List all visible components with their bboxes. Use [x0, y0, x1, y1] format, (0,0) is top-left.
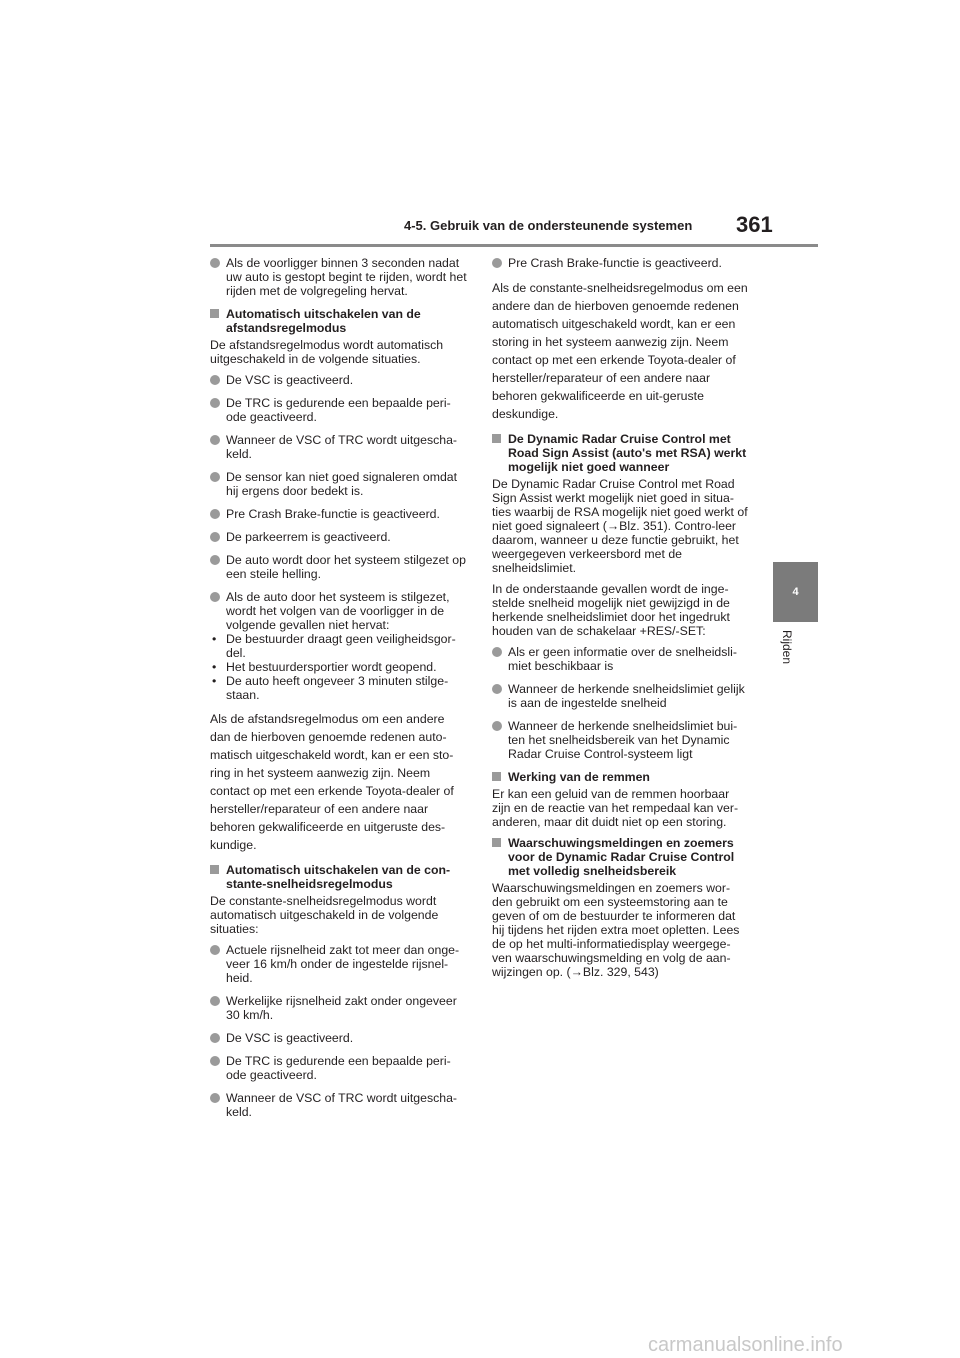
list-item: Wanneer de VSC of TRC wordt uitgescha-keld. — [210, 1091, 468, 1119]
chapter-number: 4 — [792, 586, 799, 598]
section-heading: Automatisch uitschakelen van de afstandsregelmodus — [210, 307, 468, 335]
list-item: De VSC is geactiveerd. — [210, 1031, 468, 1045]
section-heading: Automatisch uitschakelen van de con-stante-snelheidsregelmodus — [210, 863, 468, 891]
square-marker-icon — [210, 865, 219, 874]
square-marker-icon — [210, 309, 219, 318]
bullet-icon — [210, 435, 220, 445]
bullet-icon — [210, 1056, 220, 1066]
chapter-label: Rijden — [780, 630, 794, 665]
sub-list-item: • Het bestuurdersportier wordt geopend. — [212, 660, 437, 674]
header-rule — [210, 244, 818, 247]
list-item: Pre Crash Brake-functie is geactiveerd. — [492, 256, 750, 270]
bullet-icon — [492, 647, 502, 657]
list-item: Wanneer de herkende snelheidslimiet bui-ten het snelheidsbereik van het Dynamic Radar Cruise Control-systeem ligt — [492, 719, 750, 761]
section-heading: Waarschuwingsmeldingen en zoemers voor de Dynamic Radar Cruise Control met volledig snelheidsbereik — [492, 836, 750, 878]
bullet-icon — [210, 1033, 220, 1043]
square-marker-icon — [492, 434, 501, 443]
sub-bullet-marker: • — [212, 674, 217, 688]
bullet-icon — [210, 258, 220, 268]
sub-list-item: • De bestuurder draagt geen veiligheidsgor-del. — [212, 632, 456, 660]
right-column — [492, 256, 750, 986]
list-item: Pre Crash Brake-functie is geactiveerd. — [210, 507, 468, 521]
bullet-icon — [210, 592, 220, 602]
list-item: Werkelijke rijsnelheid zakt onder ongeveer 30 km/h. — [210, 994, 468, 1022]
bullet-icon — [210, 1093, 220, 1103]
paragraph: Als de constante-snelheidsregelmodus om een andere dan de hierboven genoemde redenen automatisch uitgeschakeld wordt, kan er een storing in het systeem aanwezig zijn. Neem contact op met een erkende Toyota-dealer of hersteller/reparateur of een andere naar behoren gekwalificeerde en uit-geruste deskundige. — [492, 281, 748, 421]
paragraph: Als de afstandsregelmodus om een andere dan de hierboven genoemde redenen auto-matisch uitgeschakeld wordt, kan er een sto-ring in het systeem aanwezig zijn. Neem contact op met een erkende Toyota-dealer of hersteller/reparateur of een andere naar behoren gekwalificeerde en uitgeruste des-kundige. — [210, 712, 454, 852]
chapter-tab[interactable] — [773, 562, 818, 622]
list-item: Wanneer de VSC of TRC wordt uitgescha-keld. — [210, 433, 468, 461]
list-item: De auto wordt door het systeem stilgezet op een steile helling. — [210, 553, 468, 581]
watermark: carmanualsonline.info — [648, 1334, 843, 1356]
bullet-icon — [492, 258, 502, 268]
list-item: Als de auto door het systeem is stilgezet, wordt het volgen van de voorligger in de volgende gevallen niet hervat: — [210, 590, 468, 632]
sub-bullet-marker: • — [212, 660, 217, 674]
bullet-icon — [210, 945, 220, 955]
list-item: De VSC is geactiveerd. — [210, 373, 468, 387]
list-item: Als er geen informatie over de snelheidsli-miet beschikbaar is — [492, 645, 750, 673]
paragraph: Waarschuwingsmeldingen en zoemers wor-den gebruikt om een systeemstoring aan te geven of om de bestuurder te informeren dat hij tijdens het rijden extra moet opletten. Lees de op het multi-informatiedisplay weergege-ven waarschuwingsmelding en volg de aan-wijzingen op. (→Blz. 329, 543) — [492, 881, 740, 979]
paragraph: In de onderstaande gevallen wordt de inge-stelde snelheid mogelijk niet gewijzigd in de herkende snelheidslimiet door het ingedrukt houden van de schakelaar +RES/-SET: — [492, 582, 730, 638]
sub-bullet-marker: • — [212, 632, 217, 646]
bullet-icon — [210, 996, 220, 1006]
section-heading: Werking van de remmen — [492, 770, 750, 784]
bullet-icon — [210, 509, 220, 519]
square-marker-icon — [492, 838, 501, 847]
bullet-icon — [210, 375, 220, 385]
list-item: Actuele rijsnelheid zakt tot meer dan onge-veer 16 km/h onder de ingestelde rijsnel-heid. — [210, 943, 468, 985]
list-item: Wanneer de herkende snelheidslimiet gelijk is aan de ingestelde snelheid — [492, 682, 750, 710]
section-heading: De Dynamic Radar Cruise Control met Road Sign Assist (auto's met RSA) werkt mogelijk niet goed wanneer — [492, 432, 750, 474]
paragraph: De afstandsregelmodus wordt automatisch uitgeschakeld in de volgende situaties. — [210, 338, 444, 366]
bullet-icon — [210, 398, 220, 408]
bullet-icon — [210, 532, 220, 542]
sub-list-item: • De auto heeft ongeveer 3 minuten stilge-staan. — [212, 674, 449, 702]
square-marker-icon — [492, 772, 501, 781]
list-item: De TRC is gedurende een bepaalde peri-ode geactiveerd. — [210, 396, 468, 424]
bullet-icon — [210, 472, 220, 482]
paragraph: De Dynamic Radar Cruise Control met Road Sign Assist werkt mogelijk niet goed in situa-ties waarbij de RSA mogelijk niet goed werkt of niet goed signaleert (→Blz. 351). Contro-leer daarom, wanneer u deze functie gebruikt, het weergegeven verkeersbord met de snelheidslimiet. — [492, 477, 748, 575]
list-item: De sensor kan niet goed signaleren omdat hij ergens door bedekt is. — [210, 470, 468, 498]
paragraph: Er kan een geluid van de remmen hoorbaar zijn en de reactie van het rempedaal kan ver-anderen, maar dit duidt niet op een storing. — [492, 787, 739, 829]
bullet-icon — [492, 684, 502, 694]
left-column — [210, 256, 468, 1128]
list-item: De parkeerrem is geactiveerd. — [210, 530, 468, 544]
paragraph: De constante-snelheidsregelmodus wordt automatisch uitgeschakeld in de volgende situaties: — [210, 894, 439, 936]
list-item: De TRC is gedurende een bepaalde peri-ode geactiveerd. — [210, 1054, 468, 1082]
bullet-icon — [210, 555, 220, 565]
list-item: Als de voorligger binnen 3 seconden nadat uw auto is gestopt begint te rijden, wordt het rijden met de volgregeling hervat. — [210, 256, 468, 298]
bullet-icon — [492, 721, 502, 731]
section-title: 4-5. Gebruik van de ondersteunende systemen — [404, 218, 693, 233]
page-number: 361 — [736, 212, 773, 237]
